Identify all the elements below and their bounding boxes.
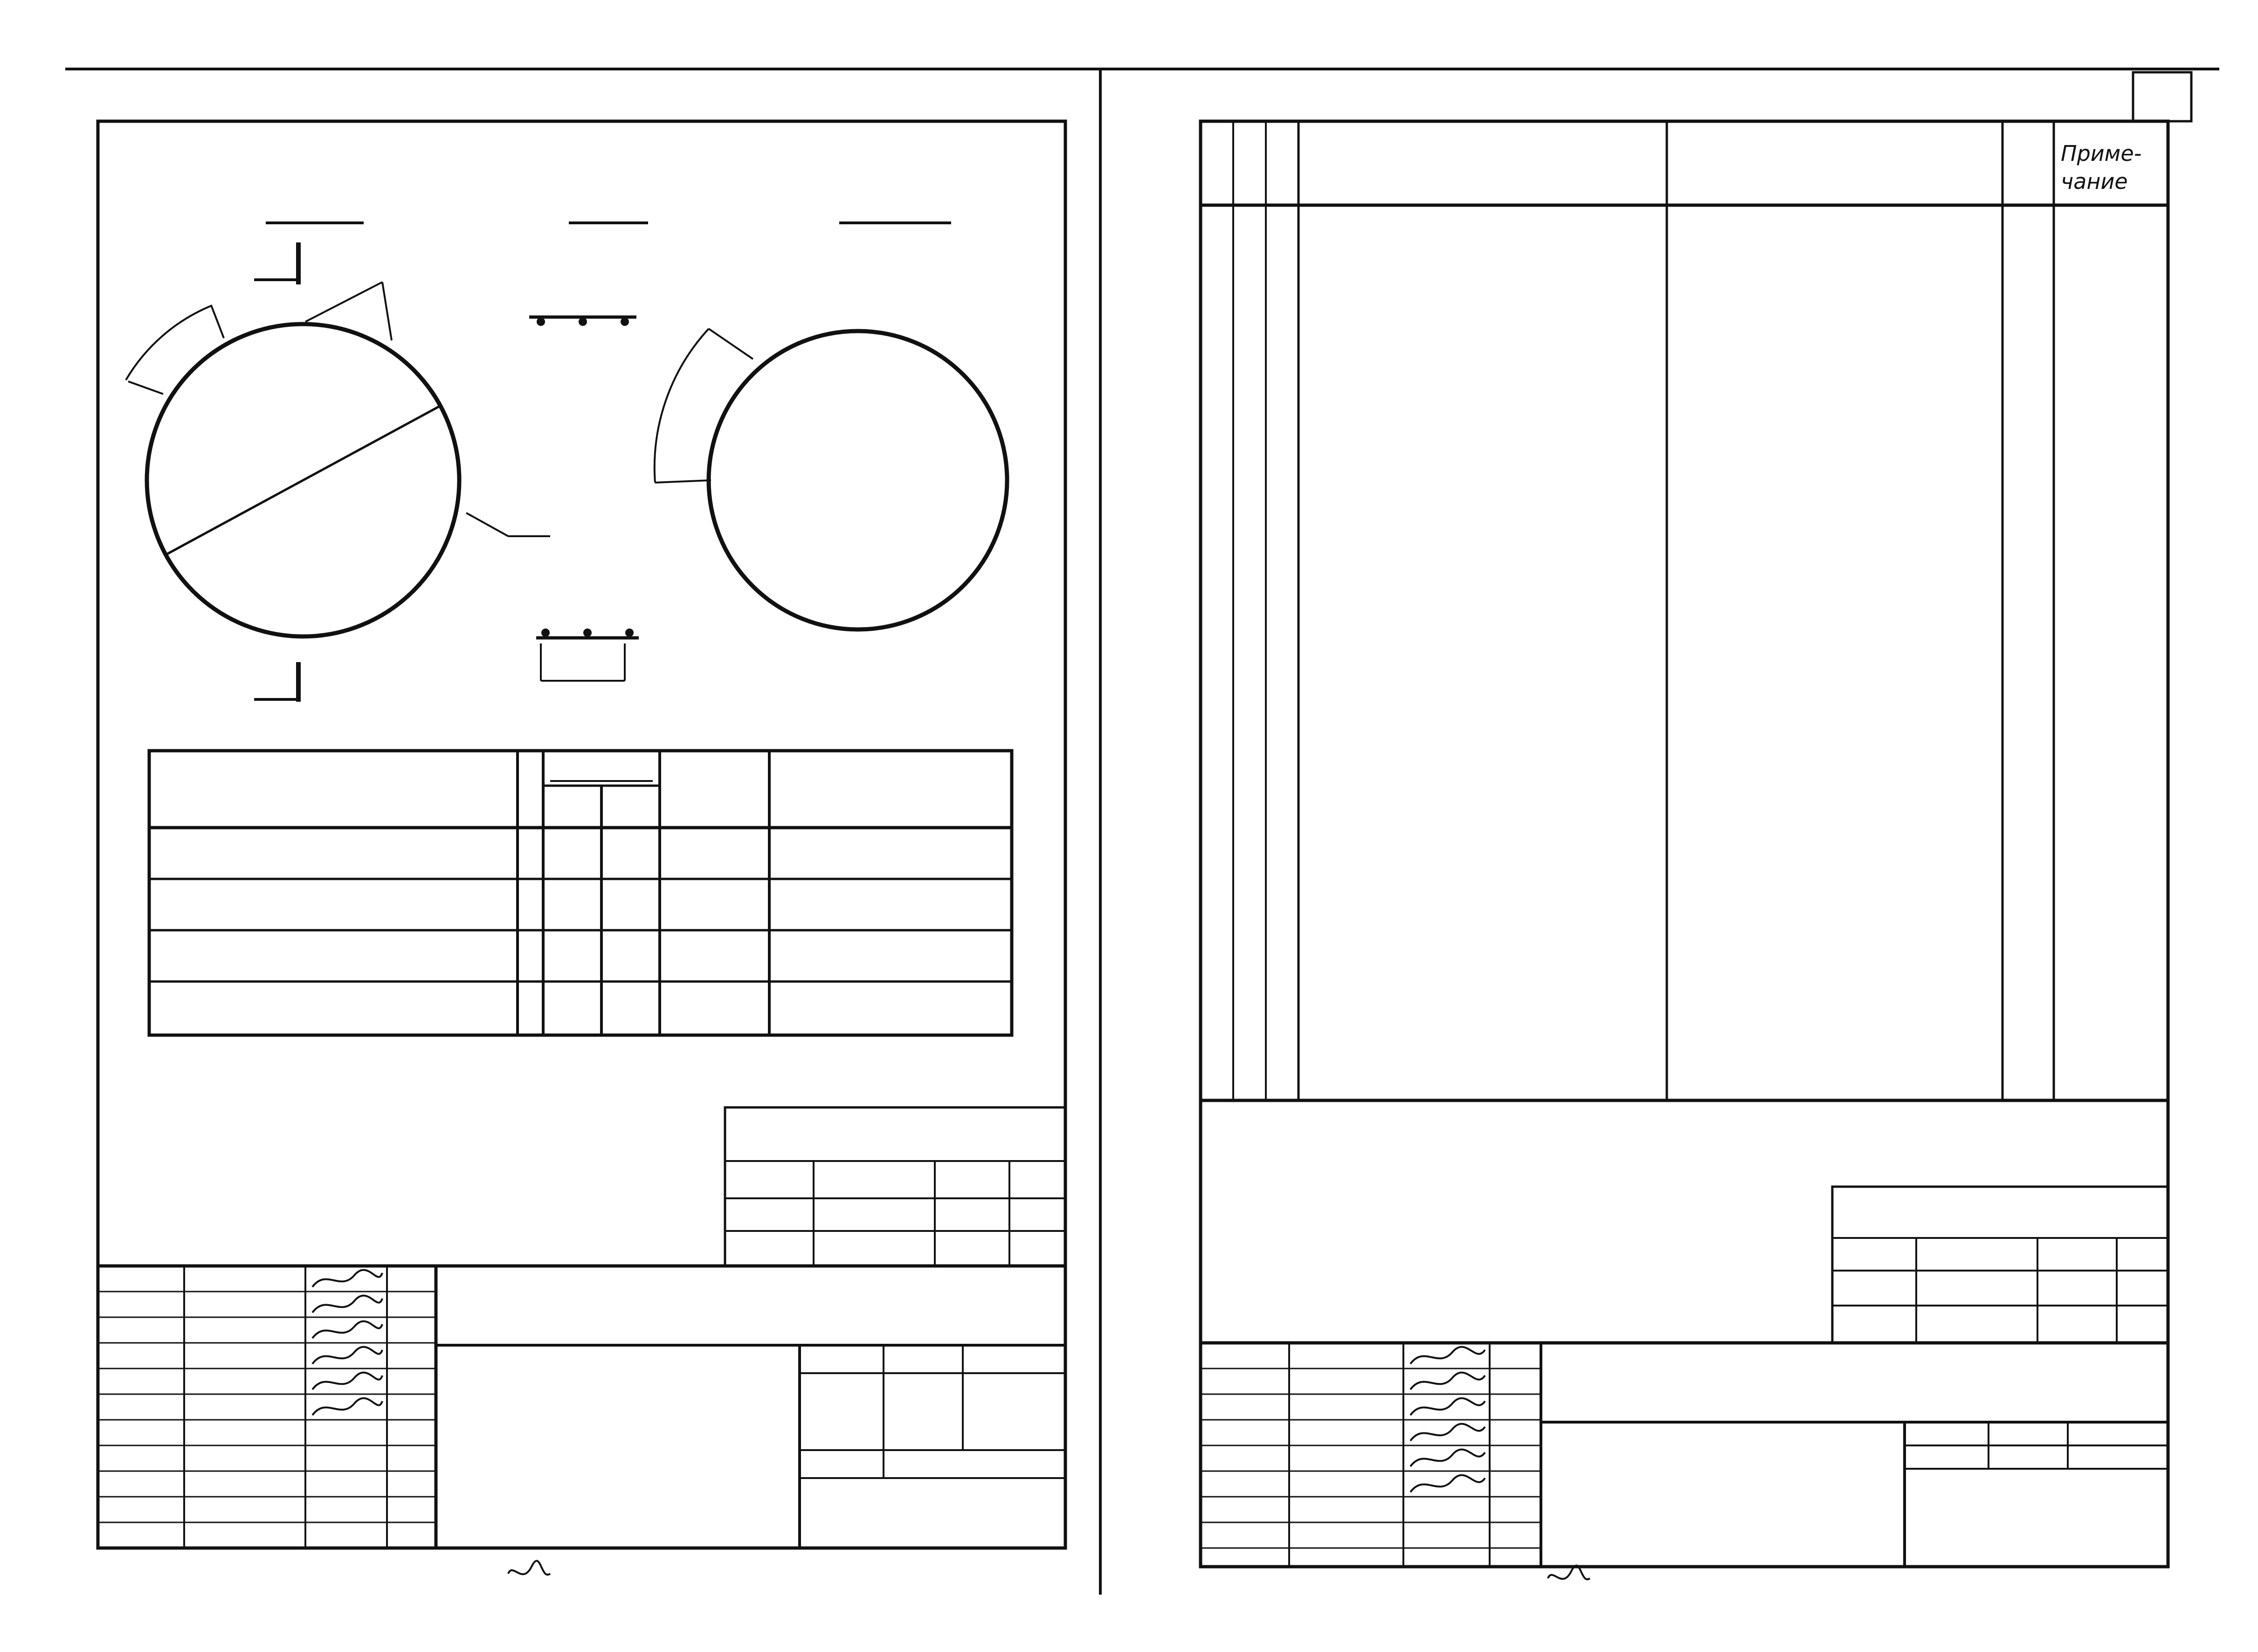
- section-1-1: [529, 223, 648, 681]
- left-sheet: [98, 121, 1065, 1575]
- spec-table: [1201, 121, 2168, 1100]
- figure-2: [655, 223, 1007, 629]
- signature: [1410, 1424, 1485, 1441]
- fig2-ring: [709, 331, 1007, 629]
- signature: [312, 1373, 382, 1389]
- signature: [1410, 1398, 1485, 1415]
- fig1-diameter-line: [166, 406, 441, 555]
- left-privyazan-block: [725, 1107, 1065, 1266]
- signature: [312, 1347, 382, 1364]
- signature: [1410, 1450, 1485, 1466]
- signature: [1410, 1347, 1485, 1364]
- right-privyazan-block: [1832, 1187, 2168, 1343]
- signature: [312, 1398, 382, 1415]
- figure-1: [126, 223, 550, 702]
- signature: [312, 1296, 382, 1313]
- signature: [312, 1321, 382, 1338]
- dimension-table: [149, 751, 1012, 1035]
- signature: [1410, 1373, 1485, 1389]
- header-note: Приме-: [2061, 141, 2142, 166]
- signature: [312, 1270, 382, 1287]
- right-frame: [1201, 121, 2168, 1567]
- right-sheet: [1201, 72, 2191, 1579]
- header-note-2: чание: [2061, 169, 2128, 194]
- right-title-block: [1201, 1343, 2168, 1567]
- copied-signature: [508, 1561, 550, 1575]
- signature: [1410, 1475, 1485, 1492]
- left-title-block: [98, 1266, 1065, 1548]
